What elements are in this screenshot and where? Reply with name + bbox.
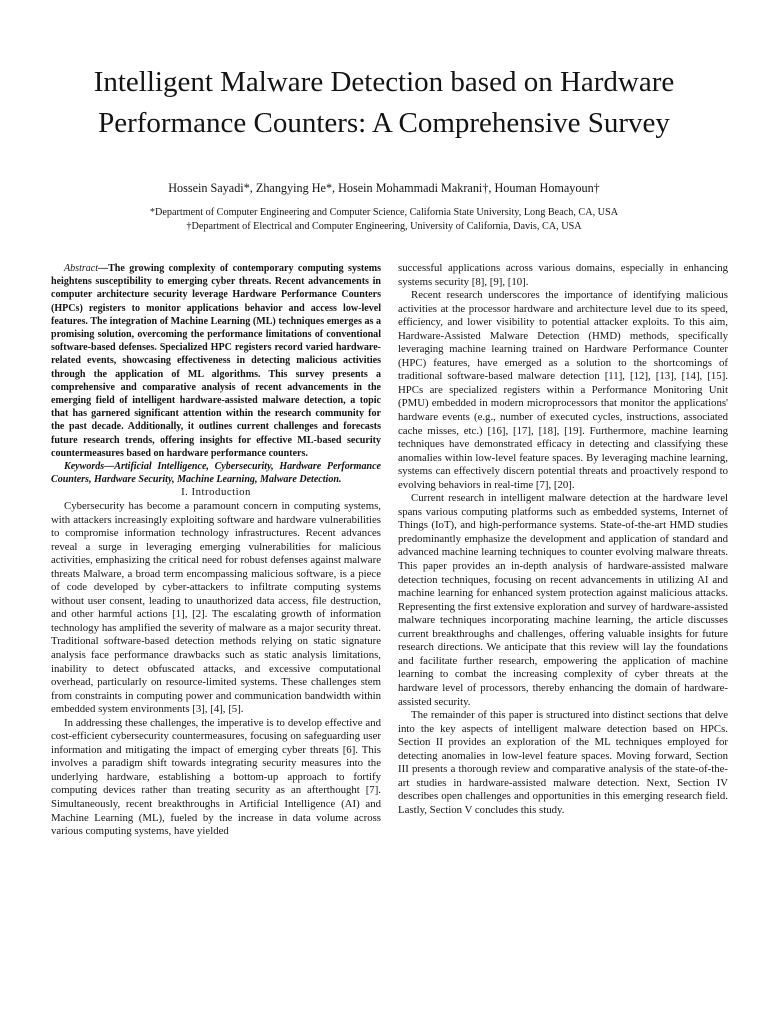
left-column — [51, 262, 381, 839]
title-line-2: Performance Counters: A Comprehensive Survey — [98, 107, 670, 139]
paper-title — [40, 62, 728, 144]
keywords — [51, 460, 381, 486]
intro-paragraph-5: The remainder of this paper is structured into distinct sections that delve into the key aspects of intelligent malware detection based on HPCs. Section II provides an exploration of the ML techniques employed for detecting anomalies in low-level feature spaces. Moving forward, Section III presents a thorough review and comparative analysis of the state-of-the-art studies in hardware-assisted malware detection. Next, Section IV describes open challenges and opportunities in this emerging research field. Lastly, Section V concludes this study. — [398, 709, 728, 816]
abstract — [51, 262, 381, 460]
intro-paragraph-4: Current research in intelligent malware detection at the hardware level spans various computing platforms such as embedded systems, Internet of Things (IoT), and high-performance systems. State-of-the-art HMD studies predominantly emphasize the development and application of standard and advanced machine learning techniques to counter evolving malware threats. This paper provides an in-depth analysis of hardware-assisted malware detection techniques, focusing on recent advancements in utilizing AI and machine learning for enhanced system protection against malicious attacks. Representing the first extensive exploration and survey of hardware-assisted malware techniques incorporating machine learning, the article discusses current breakthroughs and challenges, offering valuable insights for future research directions. We anticipate that this review will lay the foundations and facilitate further research, empowering the application of machine learning to combat the increasing complexity of cyber threats at the hardware level of processors, thereby enhancing the domain of hardware-assisted security. — [398, 492, 728, 708]
keywords-label: Keywords — [64, 461, 105, 473]
title-line-1: Intelligent Malware Detection based on Hardware — [93, 66, 675, 98]
abstract-label: Abstract — [64, 263, 99, 274]
abstract-text: —The growing complexity of contemporary computing systems heightens susceptibility to emerging cyber threats. Recent advancements in computer architecture security leverage Hardware Performance Counters (HPCs) registers to monitor applications behavior and access low-level features. The integration of Machine Learning (ML) techniques emerges as a promising solution, overcoming the performance limitations of conventional software-based defenses. Specialized HPC registers record varied hardware-related events, showcasing effectiveness in detecting malicious activities through the application of ML algorithms. This survey presents a comprehensive and comparative analysis of recent advancements in the emerging field of intelligent hardware-assisted malware detection, a topic that has garnered significant attention within the research community for the past decade. Additionally, it outlines current challenges and forecasts future research trends, offering insights for effective ML-based security countermeasures based on hardware performance counters. — [51, 263, 381, 459]
intro-paragraph-3: Recent research underscores the importance of identifying malicious activities at the processor hardware and architecture level due to its speed, efficiency, and lower visibility to potential attacker exploits. To this aim, Hardware-Assisted Malware Detection (HMD) methods, specifically leveraging machine learning trained on Hardware Performance Counter (HPC) features, have emerged as a solution to the shortcomings of traditional software-based malware detection [11], [12], [13], [14], [15]. HPCs are specialized registers within a Performance Monitoring Unit (PMU) embedded in modern microprocessors that monitor the applications' hardware events (e.g., number of executed cycles, instructions, associated cache misses, etc.) [16], [17], [18], [19]. Furthermore, machine learning techniques have demonstrated efficacy in detecting and classifying these anomalies within low-level feature spaces. By leveraging machine learning, systems can effectively discern potential threats and proactively respond to evolving behaviors in real-time [7], [20]. — [398, 289, 728, 491]
right-column — [398, 262, 728, 817]
author-list: Hossein Sayadi*, Zhangying He*, Hosein Mohammadi Makrani†, Houman Homayoun† — [168, 181, 600, 195]
intro-paragraph-2-continued: successful applications across various domains, especially in enhancing systems security [8], [9], [10]. — [398, 262, 728, 288]
section-heading-introduction: I. Introduction — [181, 486, 251, 499]
affiliation-2: †Department of Electrical and Computer Engineering, University of California, Davis, CA, USA — [186, 221, 582, 232]
keywords-text: —Artificial Intelligence, Cybersecurity, Hardware Performance Counters, Hardware Security, Machine Learning, Malware Detection. — [51, 461, 381, 486]
intro-paragraph-1: Cybersecurity has become a paramount concern in computing systems, with attackers increasingly exploiting software and hardware vulnerabilities to compromise information technology infrastructures. Recent advances reveal a surge in leveraging emerging vulnerabilities for malicious activities, emphasizing the critical need for robust defenses against malware threats Malware, a broad term encompassing malicious software, is a piece of code developed by cyber-attackers to infiltrate computing systems without user consent, leading to unauthorized data access, file destruction, and other harmful actions [1], [2]. The escalating growth of information technology has amplified the severity of malware as a major security threat. Traditional software-based detection methods relying on static signature analysis face performance drawbacks such as static analysis limitations, inability to detect obfuscated attacks, and excessive computational overhead, particularly on resource-limited systems. These challenges stem from constraints in computing power and communication bandwidth within embedded system environments [3], [4], [5]. — [51, 500, 381, 716]
affiliation-1: *Department of Computer Engineering and Computer Science, California State University, Long Beach, CA, USA — [149, 207, 619, 218]
intro-paragraph-2: In addressing these challenges, the imperative is to develop effective and cost-efficient cybersecurity countermeasures, focusing on safeguarding user information and mitigating the impact of emerging cyber threats [6]. This involves a paradigm shift towards integrating security measures into the underlying hardware, establishing a bottom-up approach to fortify computing devices rather than treating security as an afterthought [7]. Simultaneously, recent breakthroughs in Artificial Intelligence (AI) and Machine Learning (ML), fueled by the increase in data volume across various computing systems, have yielded — [51, 716, 381, 838]
